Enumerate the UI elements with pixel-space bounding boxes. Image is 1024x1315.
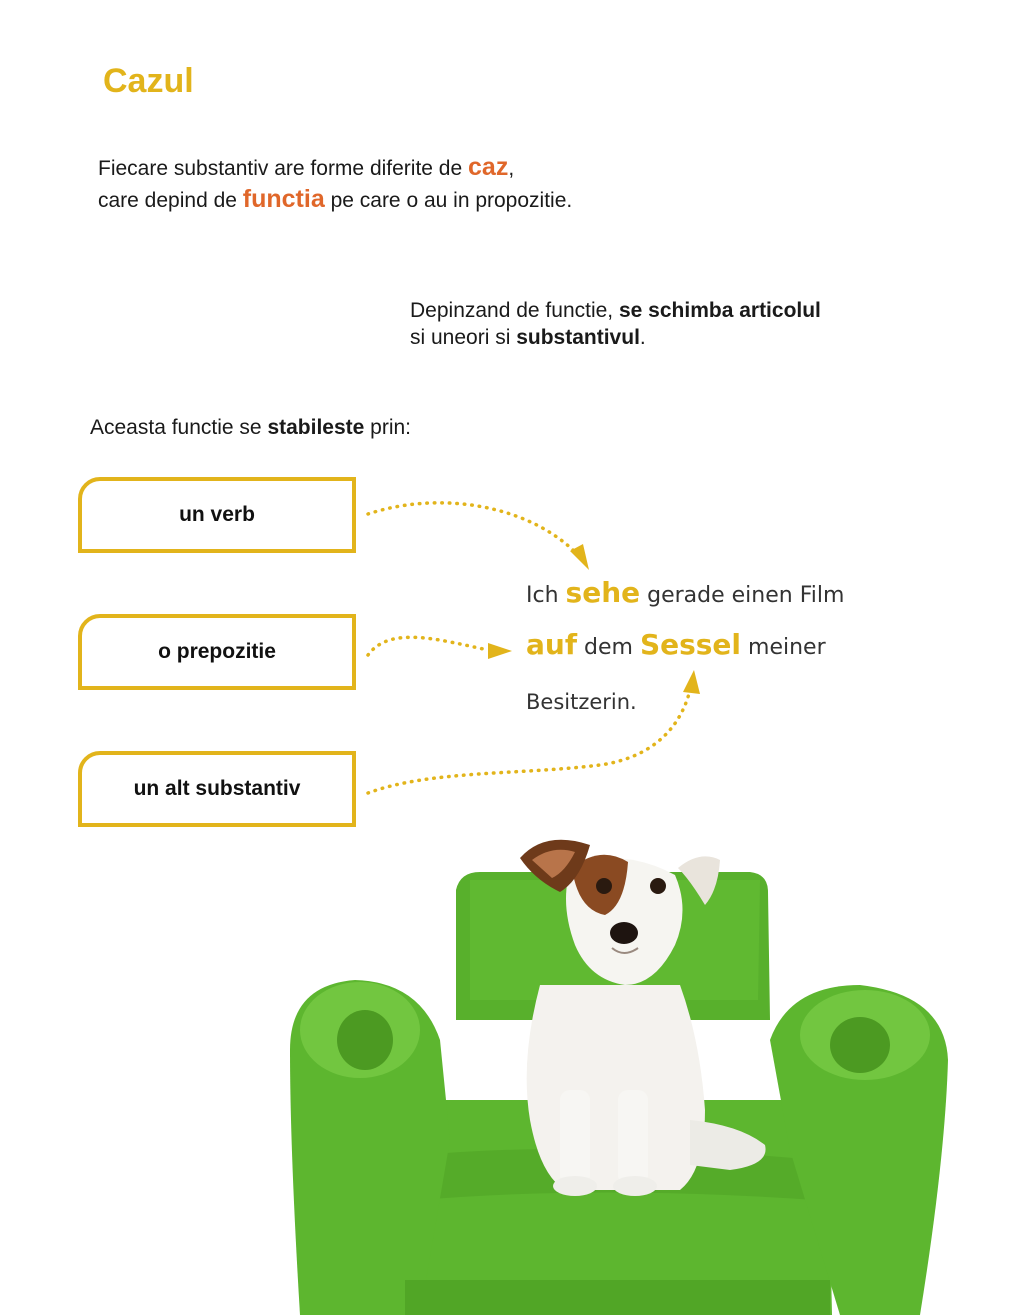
box-verb: un verb	[78, 477, 356, 553]
intro2-text: Aceasta functie se	[90, 416, 268, 439]
keyword-noun: Sessel	[639, 628, 742, 661]
box-preposition: o prepozitie	[78, 614, 356, 690]
sentence-word: Ich	[526, 583, 566, 608]
page-title: Cazul	[103, 62, 194, 100]
sentence-word: dem	[577, 635, 640, 660]
intro2-text: prin:	[364, 416, 412, 439]
keyword-preposition: auf	[526, 628, 578, 661]
sentence-line-2	[526, 628, 826, 661]
note-text: .	[639, 326, 646, 349]
sentence-word: gerade einen Film	[640, 583, 845, 608]
note-bold: substantivul	[516, 326, 640, 349]
sentence-word: meiner	[741, 635, 826, 660]
highlight-functia: functia	[242, 185, 325, 213]
sentence-line-1	[526, 576, 844, 609]
highlight-caz: caz	[468, 153, 509, 181]
arrowhead-3	[683, 670, 700, 694]
arrow-prep-to-auf	[368, 637, 488, 655]
note-bold: se schimba articolul	[618, 299, 821, 322]
intro-text: ,	[508, 157, 515, 180]
arrow-heads	[488, 544, 700, 694]
arrowhead-2	[488, 643, 512, 659]
keyword-verb: sehe	[565, 576, 641, 609]
intro-text: pe care o au in propozitie.	[324, 189, 573, 212]
intro2-bold: stabileste	[267, 416, 365, 439]
arrowhead-1	[570, 544, 589, 570]
note-text: si uneori si	[410, 326, 517, 349]
note-text: Depinzand de functie,	[410, 299, 619, 322]
intro-text: Fiecare substantiv are forme diferite de	[98, 157, 469, 180]
intro-text: care depind de	[98, 189, 243, 212]
arrow-verb-to-sehe	[368, 503, 578, 555]
box-noun: un alt substantiv	[78, 751, 356, 827]
sentence-line-3: Besitzerin.	[526, 690, 637, 714]
